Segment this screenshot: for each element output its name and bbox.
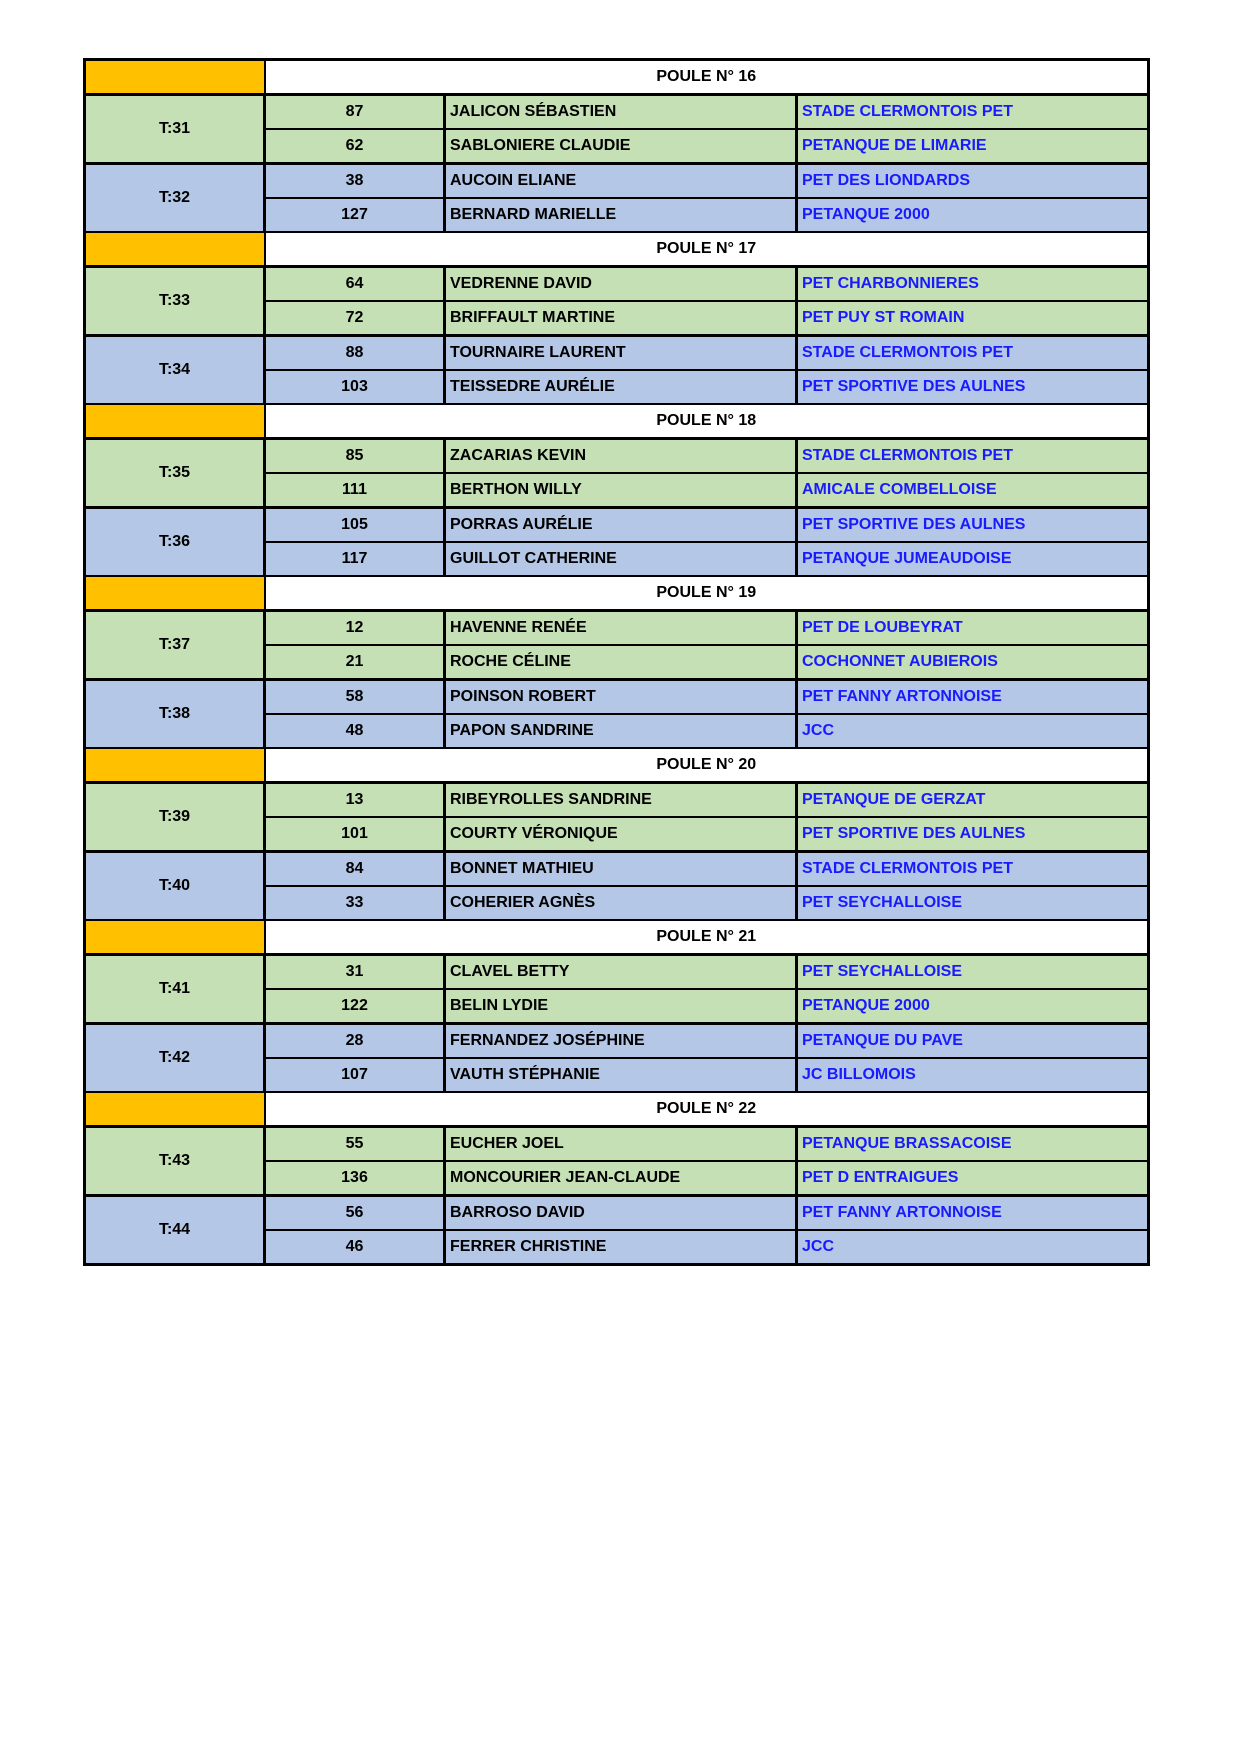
player-name: PORRAS AURÉLIE	[445, 508, 797, 543]
player-number: 105	[265, 508, 445, 543]
player-club: PETANQUE JUMEAUDOISE	[797, 542, 1149, 576]
poule-marker	[85, 404, 265, 439]
player-number: 122	[265, 989, 445, 1024]
poule-header-row	[85, 748, 1149, 783]
player-number: 127	[265, 198, 445, 232]
player-number: 111	[265, 473, 445, 508]
player-club: PETANQUE 2000	[797, 198, 1149, 232]
player-club: PET SEYCHALLOISE	[797, 955, 1149, 990]
poule-table	[83, 58, 1150, 1266]
player-number: 72	[265, 301, 445, 336]
player-name: POINSON ROBERT	[445, 680, 797, 715]
poule-header-row	[85, 60, 1149, 95]
player-row	[85, 95, 1149, 130]
player-number: 58	[265, 680, 445, 715]
player-club: PET DES LIONDARDS	[797, 164, 1149, 199]
player-number: 62	[265, 129, 445, 164]
player-name: CLAVEL BETTY	[445, 955, 797, 990]
player-name: BONNET MATHIEU	[445, 852, 797, 887]
player-club: STADE CLERMONTOIS PET	[797, 95, 1149, 130]
player-name: BELIN LYDIE	[445, 989, 797, 1024]
player-club: PETANQUE BRASSACOISE	[797, 1127, 1149, 1162]
player-row	[85, 164, 1149, 199]
poule-header-row	[85, 232, 1149, 267]
player-club: PET DE LOUBEYRAT	[797, 611, 1149, 646]
player-club: PET SPORTIVE DES AULNES	[797, 817, 1149, 852]
poule-title: POULE N° 22	[265, 1092, 1149, 1127]
poule-marker	[85, 920, 265, 955]
table-number: T:37	[85, 611, 265, 680]
poule-title: POULE N° 18	[265, 404, 1149, 439]
player-row	[85, 783, 1149, 818]
player-number: 46	[265, 1230, 445, 1265]
poule-title: POULE N° 19	[265, 576, 1149, 611]
player-number: 13	[265, 783, 445, 818]
player-name: FERRER CHRISTINE	[445, 1230, 797, 1265]
table-number: T:39	[85, 783, 265, 852]
player-row	[85, 267, 1149, 302]
player-club: PETANQUE DE LIMARIE	[797, 129, 1149, 164]
poule-header-row	[85, 576, 1149, 611]
poule-title: POULE N° 16	[265, 60, 1149, 95]
player-club: PET SPORTIVE DES AULNES	[797, 370, 1149, 404]
player-number: 31	[265, 955, 445, 990]
player-name: SABLONIERE CLAUDIE	[445, 129, 797, 164]
player-row	[85, 955, 1149, 990]
table-number: T:38	[85, 680, 265, 749]
player-club: PET SPORTIVE DES AULNES	[797, 508, 1149, 543]
table-number: T:43	[85, 1127, 265, 1196]
table-number: T:41	[85, 955, 265, 1024]
player-row	[85, 439, 1149, 474]
player-number: 85	[265, 439, 445, 474]
player-row	[85, 1196, 1149, 1231]
player-name: VEDRENNE DAVID	[445, 267, 797, 302]
table-number: T:32	[85, 164, 265, 233]
player-name: BERTHON WILLY	[445, 473, 797, 508]
player-number: 107	[265, 1058, 445, 1092]
table-number: T:35	[85, 439, 265, 508]
player-club: PET CHARBONNIERES	[797, 267, 1149, 302]
table-number: T:44	[85, 1196, 265, 1265]
player-number: 28	[265, 1024, 445, 1059]
poule-title: POULE N° 17	[265, 232, 1149, 267]
player-club: PET SEYCHALLOISE	[797, 886, 1149, 920]
player-club: STADE CLERMONTOIS PET	[797, 336, 1149, 371]
poule-title: POULE N° 20	[265, 748, 1149, 783]
player-club: JC BILLOMOIS	[797, 1058, 1149, 1092]
player-number: 117	[265, 542, 445, 576]
player-club: PET FANNY ARTONNOISE	[797, 680, 1149, 715]
player-row	[85, 1024, 1149, 1059]
player-club: JCC	[797, 1230, 1149, 1265]
player-name: TOURNAIRE LAURENT	[445, 336, 797, 371]
player-club: PET PUY ST ROMAIN	[797, 301, 1149, 336]
poule-marker	[85, 232, 265, 267]
table-number: T:31	[85, 95, 265, 164]
player-number: 101	[265, 817, 445, 852]
player-club: STADE CLERMONTOIS PET	[797, 852, 1149, 887]
poule-title: POULE N° 21	[265, 920, 1149, 955]
player-club: COCHONNET AUBIEROIS	[797, 645, 1149, 680]
player-name: ZACARIAS KEVIN	[445, 439, 797, 474]
player-name: FERNANDEZ JOSÉPHINE	[445, 1024, 797, 1059]
player-name: BARROSO DAVID	[445, 1196, 797, 1231]
player-name: ROCHE CÉLINE	[445, 645, 797, 680]
player-name: VAUTH STÉPHANIE	[445, 1058, 797, 1092]
player-club: PETANQUE DU PAVE	[797, 1024, 1149, 1059]
player-number: 103	[265, 370, 445, 404]
player-row	[85, 508, 1149, 543]
player-number: 33	[265, 886, 445, 920]
player-club: AMICALE COMBELLOISE	[797, 473, 1149, 508]
player-number: 64	[265, 267, 445, 302]
player-row	[85, 611, 1149, 646]
player-club: PETANQUE DE GERZAT	[797, 783, 1149, 818]
poule-header-row	[85, 1092, 1149, 1127]
player-row	[85, 680, 1149, 715]
player-row	[85, 852, 1149, 887]
player-number: 48	[265, 714, 445, 748]
poule-table-body	[85, 60, 1149, 1265]
table-number: T:40	[85, 852, 265, 921]
player-row	[85, 336, 1149, 371]
player-number: 87	[265, 95, 445, 130]
player-name: HAVENNE RENÉE	[445, 611, 797, 646]
player-name: COURTY VÉRONIQUE	[445, 817, 797, 852]
player-name: COHERIER AGNÈS	[445, 886, 797, 920]
table-number: T:34	[85, 336, 265, 405]
player-number: 56	[265, 1196, 445, 1231]
player-name: JALICON SÉBASTIEN	[445, 95, 797, 130]
player-club: PET FANNY ARTONNOISE	[797, 1196, 1149, 1231]
player-name: PAPON SANDRINE	[445, 714, 797, 748]
player-name: BERNARD MARIELLE	[445, 198, 797, 232]
player-name: EUCHER JOEL	[445, 1127, 797, 1162]
poule-marker	[85, 1092, 265, 1127]
player-club: PETANQUE 2000	[797, 989, 1149, 1024]
player-name: RIBEYROLLES SANDRINE	[445, 783, 797, 818]
player-name: MONCOURIER JEAN-CLAUDE	[445, 1161, 797, 1196]
poule-marker	[85, 60, 265, 95]
poule-header-row	[85, 404, 1149, 439]
player-number: 21	[265, 645, 445, 680]
table-number: T:42	[85, 1024, 265, 1093]
player-club: STADE CLERMONTOIS PET	[797, 439, 1149, 474]
player-number: 55	[265, 1127, 445, 1162]
player-number: 38	[265, 164, 445, 199]
poule-header-row	[85, 920, 1149, 955]
player-number: 84	[265, 852, 445, 887]
player-club: JCC	[797, 714, 1149, 748]
player-name: AUCOIN ELIANE	[445, 164, 797, 199]
player-name: TEISSEDRE AURÉLIE	[445, 370, 797, 404]
player-number: 12	[265, 611, 445, 646]
poule-marker	[85, 576, 265, 611]
player-number: 136	[265, 1161, 445, 1196]
table-number: T:33	[85, 267, 265, 336]
player-club: PET D ENTRAIGUES	[797, 1161, 1149, 1196]
table-number: T:36	[85, 508, 265, 577]
player-name: GUILLOT CATHERINE	[445, 542, 797, 576]
player-row	[85, 1127, 1149, 1162]
player-number: 88	[265, 336, 445, 371]
poule-marker	[85, 748, 265, 783]
player-name: BRIFFAULT MARTINE	[445, 301, 797, 336]
